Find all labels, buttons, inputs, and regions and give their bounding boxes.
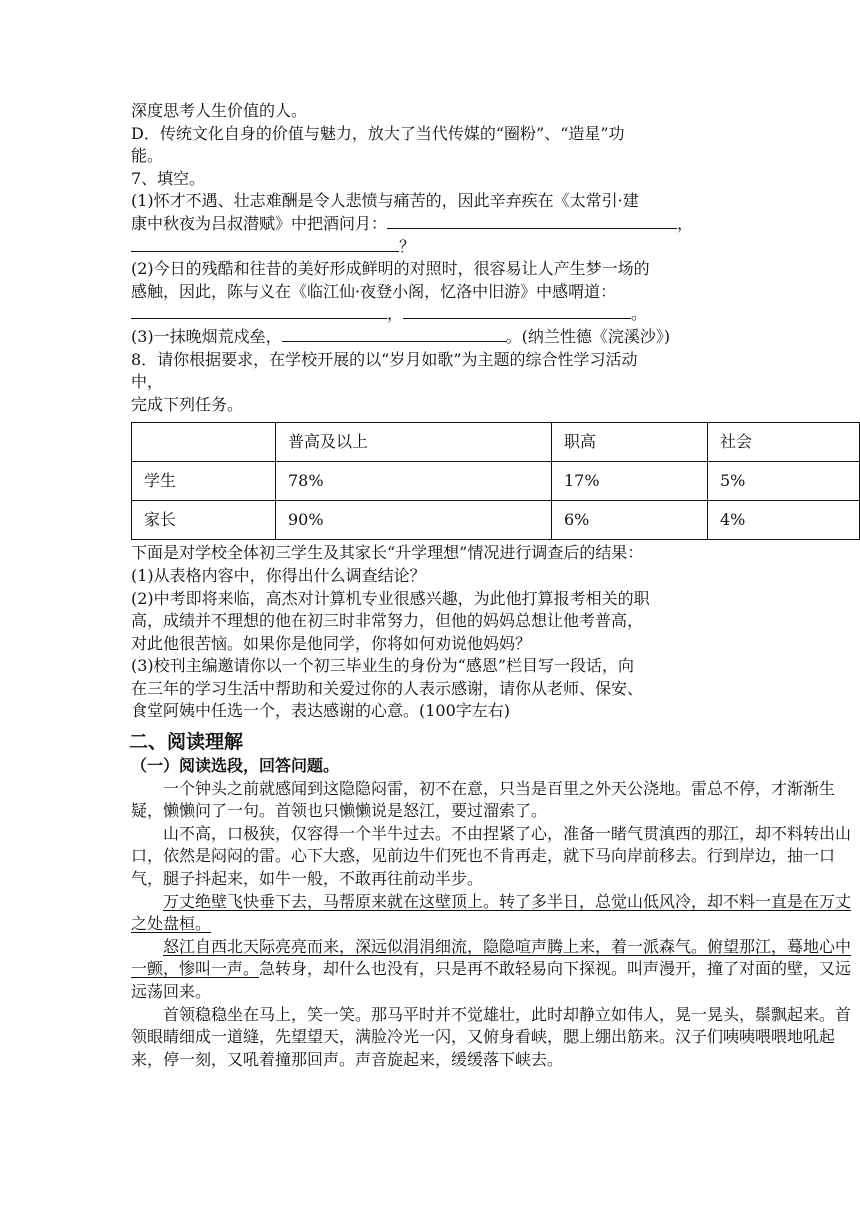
underlined-sentence: 怒江自西北天际亮亮而来，深远似涓涓细流，隐隐喧声腾上来，着一派森气。俯望那江，蓦地心中一颤，惨叫一声。 [131,936,852,979]
punct: ， [677,213,694,233]
answer-blank[interactable] [131,303,387,319]
punct: ， [387,304,404,324]
table-row [132,501,860,540]
q7-part3 [131,326,860,349]
underlined-sentence: 万丈绝壁飞快垂下去，马帮原来就在这壁顶上。转了多半日，总觉山低风冷，却不料一直是在万丈之处盘桓。 [131,891,852,934]
passage-paragraph-3 [131,891,860,936]
passage-paragraph-1: 一个钟头之前就感闻到这隐隐闷雷，初不在意，只当是百里之外天公浇地。雷总不停，才渐渐生疑，懒懒问了一句。首领也只懒懒说是怒江，要过溜索了。 [131,778,836,821]
task-3-line3: 食堂阿姨中任选一个，表达感谢的心意。(100字左右) [131,701,511,721]
question-8-line1: 8．请你根据要求，在学校开展的以“岁月如歌”为主题的综合性学习活动 [131,349,638,369]
q7-part2-line2: 感触，因此，陈与义在《临江仙·夜登小阁，忆洛中旧游》中感喟道： [131,281,617,301]
q7-part1-text: 康中秋夜为吕叔潜赋》中把酒问月： [131,213,388,233]
table-cell: 17% [552,462,708,501]
question-8-line3: 完成下列任务。 [131,394,244,414]
q7-part1-line1: (1)怀才不遇、壮志难酬是令人悲愤与痛苦的，因此辛弃疾在《太常引·建 [131,191,639,211]
punct: ？ [399,236,416,256]
document-page [131,100,860,1071]
question-7-title: 7、填空。 [131,168,206,188]
table-cell: 家长 [132,501,276,540]
table-cell: 6% [552,501,708,540]
answer-blank[interactable] [387,213,677,229]
passage-paragraph-5: 首领稳稳坐在马上，笑一笑。那马平时并不觉雄壮，此时却静立如伟人，晃一晃头，鬃飘起来。首领眼睛细成一道缝，先望望天，满脸冷光一闪，又俯身看峡，腮上绷出筋来。汉子们咦咦喂喂地吼起来，停一刻，又吼着撞那回声。声音旋起来，缓缓落下峡去。 [131,1004,852,1069]
text-line: 能。 [131,146,164,166]
task-2-line2: 高，成绩并不理想的他在初三时非常努力，但他的妈妈总想让他考普高， [131,611,644,631]
question-8-line2: 中， [131,372,164,392]
table-cell: 78% [276,462,552,501]
q7-part3-source: 。(纳兰性德《浣溪沙》) [505,326,671,346]
text-line: 深度思考人生价值的人。 [131,101,308,120]
section-heading: 二、阅读理解 [129,731,244,754]
answer-blank[interactable] [131,236,399,252]
table-row [132,462,860,501]
task-3-line2: 在三年的学习生活中帮助和关爱过你的人表示感谢，请你从老师、保安、 [131,678,644,698]
q7-part2-line3 [131,303,860,326]
task-1: (1)从表格内容中，你得出什么调查结论？ [131,565,426,585]
table-header-cell: 普高及以上 [276,423,552,462]
table-header-cell [132,423,276,462]
table-header-cell: 职高 [552,423,708,462]
q7-part3-text: (3)一抹晚烟荒戍垒， [131,326,282,346]
option-d: D．传统文化自身的价值与魅力，放大了当代传媒的“圈粉”、“造星”功 [131,123,625,143]
table-header-row [132,423,860,462]
passage-paragraph-4 [131,936,860,1004]
table-cell: 90% [276,501,552,540]
task-2-line3: 对此他很苦恼。如果你是他同学，你将如何劝说他妈妈？ [131,633,532,653]
table-cell: 学生 [132,462,276,501]
answer-blank[interactable] [282,326,506,342]
q7-part1-line3 [131,236,860,259]
table-cell: 5% [708,462,860,501]
answer-blank[interactable] [403,303,631,319]
punct: 。 [631,304,648,324]
task-3-line1: (3)校刊主编邀请你以一个初三毕业生的身份为“感恩”栏目写一段话，向 [131,656,635,676]
passage-paragraph-2: 山不高，口极狭，仅容得一个半牛过去。不由捏紧了心，准备一睹气贯滇西的那江，却不料转出山口，依然是闷闷的雷。心下大惑，见前边牛们死也不肯再走，就下马向岸前移去。行到岸边，抽一口气，腿子抖起来，如牛一般，不敢再往前动半步。 [131,823,852,889]
survey-intro: 下面是对学校全体初三学生及其家长“升学理想”情况进行调查后的结果： [131,543,644,563]
survey-table [131,422,860,540]
table-header-cell: 社会 [708,423,860,462]
table-cell: 4% [708,501,860,540]
q7-part1-line2 [131,213,860,236]
paragraph-text: 急转身，却什么也没有，只是再不敢轻易向下探视。叫声漫开，撞了对面的壁，又远远荡回来。 [131,959,852,1001]
q7-part2-line1: (2)今日的残酷和往昔的美好形成鲜明的对照时，很容易让人产生梦一场的 [131,259,650,279]
subsection-heading: （一）阅读选段，回答问题。 [131,756,340,776]
task-2-line1: (2)中考即将来临，高杰对计算机专业很感兴趣，为此他打算报考相关的职 [131,588,650,608]
